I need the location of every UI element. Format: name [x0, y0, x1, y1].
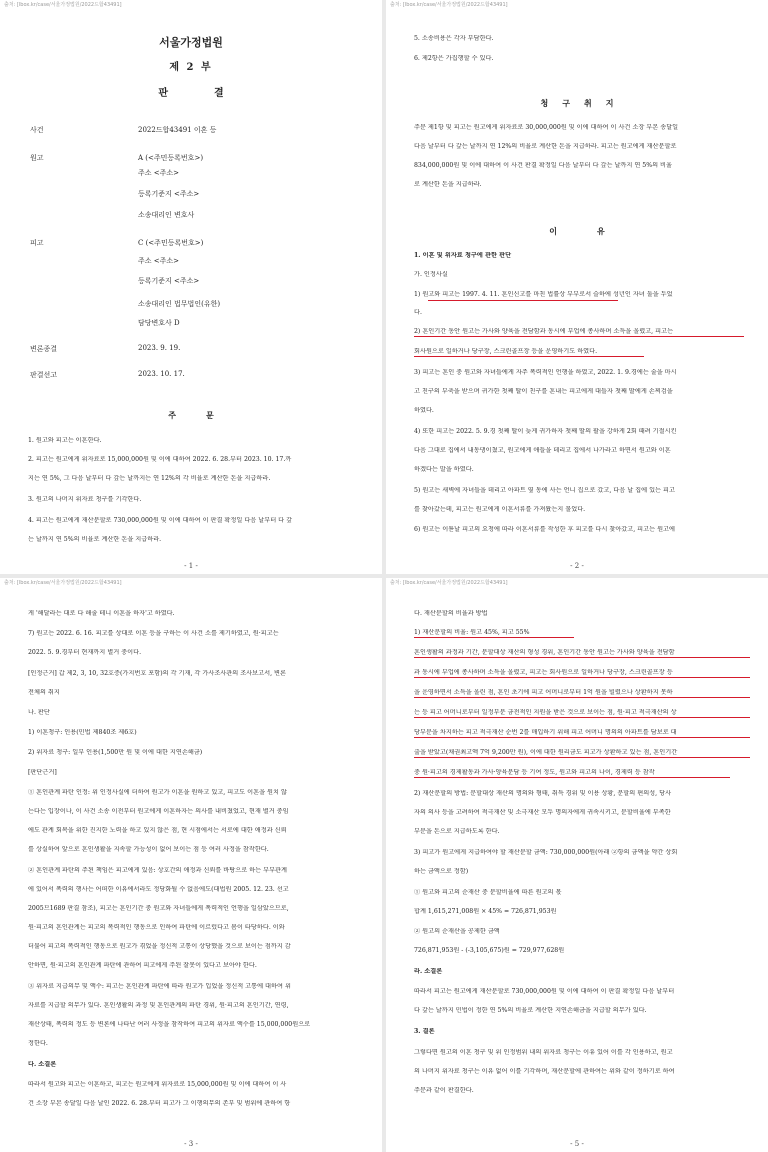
source-header: 출처: [lbox.kr/case/서울가정법원/2022드합43491] — [4, 2, 122, 8]
highlighted-line: 는 등 피고 어머니로부터 일정부분 금전적인 지원을 받은 것으로 보이는 점, 원·피고 적극재산의 상 — [414, 709, 750, 718]
highlighted-line: 출을 받았고(채권최고액 7억 9,200만 원), 이에 대한 원리금도 피고가 상환하고 있는 점, 혼인기간 — [414, 749, 750, 758]
highlighted-line: 을 운영하면서 소득을 올린 점, 혼인 초기에 피고 어머니로부터 1억 원을 빌렸으나 상환하지 못하 — [414, 689, 750, 698]
reason-line: 정한다. — [28, 1040, 48, 1047]
calculation-line: 726,871,953원 - (-3,105,675)원 = 729,977,628원 — [414, 947, 565, 954]
reason-line: 6) 원고는 이튿날 피고의 요청에 따라 이혼서류를 작성한 후 피고를 다시 찾아갔고, 피고는 원고에 — [414, 526, 676, 533]
reason-line: 게 '해달라는 대로 다 해줄 테니 이혼을 하자'고 하였다. — [28, 610, 175, 617]
reason-line: ② 원고의 순재산을 공제한 금액 — [414, 928, 500, 935]
reason-line: 다. — [414, 309, 422, 316]
subsection-heading: 다. 재산분할의 비율과 방법 — [414, 610, 488, 617]
order-line: 6. 제2항은 가집행할 수 있다. — [414, 55, 494, 62]
reason-line: 2) 재산분할의 방법: 분할대상 재산의 명의와 형태, 취득 경위 및 이용 상황, 분할의 편의성, 당사 — [414, 790, 672, 797]
field-value: 2023. 10. 17. — [138, 370, 185, 378]
reason-line: 3) 피고가 원고에게 지급하여야 할 재산분할 금액: 730,000,000원(아래 ②항의 금액을 약간 상회 — [414, 849, 678, 856]
conclusion-line: 의 나머지 위자료 청구는 이유 없어 이를 기각하며, 재산분할에 관하여는 위와 같이 정하기로 하여 — [414, 1068, 675, 1075]
field-value: 주소 <주소> — [138, 169, 180, 177]
reason-line: 에 있어서 폭력의 행사는 어떠한 이유에서라도 정당화될 수 없음에도(대법원 2005. 12. 23. 선고 — [28, 886, 289, 893]
reason-line: 자료를 지급할 의무가 있다. 혼인생활의 과정 및 혼인관계의 파탄 경위, 원·피고의 혼인기간, 연령, — [28, 1002, 289, 1009]
highlighted-line: 과 동시에 부업에 종사하며 소득을 올렸고, 피고는 회사원으로 일하거나 당구장, 스크린골프장 등 — [414, 669, 750, 678]
reason-line: 따라서 원고와 피고는 이혼하고, 피고는 원고에게 위자료로 15,000,000원 및 이에 대하여 이 사 — [28, 1081, 287, 1088]
page-3 — [0, 578, 382, 1152]
order-line: 는 날까지 연 5%의 비율로 계산한 돈을 지급하라. — [28, 536, 162, 543]
page-number: - 5 - — [570, 1140, 584, 1148]
page-2 — [386, 0, 768, 574]
subsection-heading: 나. 판단 — [28, 709, 50, 716]
claim-line: 주문 제1항 및 피고는 원고에게 위자료로 30,000,000원 및 이에 대하여 이 사건 소장 부본 송달일 — [414, 124, 679, 131]
reason-line: 원·피고의 혼인관계는 피고의 폭력적인 행동으로 인하여 파탄에 이르렀다고 봄이 타당하다. 이와 — [28, 924, 285, 931]
reason-line: 7) 원고는 2022. 6. 16. 피고를 상대로 이혼 등을 구하는 이 사건 소를 제기하였고, 원·피고는 — [28, 630, 279, 637]
order-line: 4. 피고는 원고에게 재산분할로 730,000,000원 및 이에 대하여 이 판결 확정일 다음 날부터 다 갚 — [28, 517, 293, 524]
reason-line: 회사원으로 일하거나 당구장, 스크린골프장 등을 운영하기도 하였다. — [414, 348, 644, 357]
source-header: 출처: [lbox.kr/case/서울가정법원/2022드합43491] — [4, 580, 122, 586]
reason-line: 는다는 입장이나, 이 사건 소송 이전부터 원고에게 이혼하자는 의사를 내비쳤었고, 현재 별거 중임 — [28, 808, 289, 815]
section-heading: 3. 결론 — [414, 1028, 435, 1035]
reason-line: 2022. 5. 9.경부터 현재까지 별거 중이다. — [28, 649, 142, 656]
reason-line: 를 상실하여 앞으로 혼인생활을 지속할 가능성이 없어 보이는 점 등 여러 사정을 참작한다. — [28, 846, 269, 853]
calculation-line: 합계 1,615,271,008원 × 45% = 726,871,953원 — [414, 908, 557, 915]
order-line: 1. 원고와 피고는 이혼한다. — [28, 437, 102, 444]
highlighted-line: 1) 재산분할의 비율: 원고 45%, 피고 55% — [414, 629, 574, 638]
reason-line: 더불어 피고의 폭력적인 행동으로 원고가 겪었을 정신적 고통이 상당했을 것으로 보이는 점까지 감 — [28, 943, 291, 950]
reason-line: 1) 이혼청구: 인용(민법 제840조 제6호) — [28, 729, 137, 736]
reason-line: 를 찾아갔는데, 피고는 원고에게 이혼서류를 가져왔는지 물었다. — [414, 506, 586, 513]
order-line: 3. 원고의 나머지 위자료 청구를 기각한다. — [28, 496, 142, 503]
field-value: C (<주민등록번호>) — [138, 239, 204, 247]
conclusion-line: 그렇다면 원고의 이혼 청구 및 위 인정범위 내의 위자료 청구는 이유 있어 이를 각 인용하고, 원고 — [414, 1049, 673, 1056]
field-value: A (<주민등록번호>) — [138, 154, 204, 162]
order-line: 2. 피고는 원고에게 위자료로 15,000,000원 및 이에 대하여 2022. 6. 28.부터 2023. 10. 17.까 — [28, 456, 292, 463]
field-value: 소송대리인 법무법인(유한) — [138, 300, 221, 308]
reason-line: 자의 의사 등을 고려하여 적극재산 및 소극재산 모두 명의자에게 귀속시키고, 분할비율에 부족한 — [414, 809, 671, 816]
reason-line: 전체의 취지 — [28, 689, 60, 696]
reason-line: 2) 혼인기간 동안 원고는 가사와 양육을 전담함과 동시에 부업에 종사하며 소득을 올렸고, 피고는 — [414, 328, 744, 337]
reason-line: [판단근거] — [28, 769, 57, 776]
court-name: 서울가정법원 — [159, 36, 223, 49]
reason-line: 1) 원고와 피고는 1997. 4. 11. 혼인신고를 마친 법률상 부부로서 슬하에 성년인 자녀 둘을 두었 — [414, 291, 673, 298]
subsection-heading: 다. 소결론 — [28, 1061, 57, 1068]
reason-line: 건 소장 부본 송달일 다음 날인 2022. 6. 28.부터 피고가 그 이행의무의 존부 및 범위에 관하여 항 — [28, 1100, 291, 1107]
field-value: 주소 <주소> — [138, 257, 180, 265]
reason-line: 다음 그대로 집에서 내동댕이쳤고, 원고에게 애들을 데리고 집에서 나가라고 하면서 원고와 이혼 — [414, 447, 671, 454]
subsection-heading: 라. 소결론 — [414, 968, 443, 975]
reason-line: 안하면, 원·피고의 혼인관계 파탄에 관하여 피고에게 주된 잘못이 있다고 보아야 한다. — [28, 962, 257, 969]
document-title: 판결 — [158, 88, 270, 99]
reason-line: 다 갚는 날까지 민법이 정한 연 5%의 비율로 계산한 지연손해금을 지급할 의무가 있다. — [414, 1007, 647, 1014]
field-value: 등록기준지 <주소> — [138, 277, 200, 285]
field-value: 담당변호사 D — [138, 319, 180, 327]
subsection-heading: 가. 인정사실 — [414, 271, 448, 278]
source-header: 출처: [lbox.kr/case/서울가정법원/2022드합43491] — [390, 2, 508, 8]
page-1 — [0, 0, 382, 574]
page-number: - 1 - — [184, 562, 198, 570]
order-line: 지는 연 5%, 그 다음 날부터 다 갚는 날까지는 연 12%의 각 비율로 계산한 돈을 지급하라. — [28, 475, 271, 482]
reason-line: ① 혼인관계 파탄 인정: 위 인정사실에 더하여 원고가 이혼을 원하고 있고, 피고도 이혼을 원치 않 — [28, 789, 287, 796]
highlighted-line: 당부분을 차지하는 피고 적극재산 순번 2를 매입하기 위해 피고 어머니 명의의 아파트를 담보로 대 — [414, 729, 750, 738]
reason-line: 재산상태, 폭력의 정도 등 변론에 나타난 여러 사정을 참작하여 피고의 위자료 액수를 15,000,000원으로 — [28, 1021, 311, 1028]
reason-line: 3) 피고는 혼인 중 원고와 자녀들에게 자주 폭력적인 언행을 하였고, 2022. 1. 9.경에는 술을 마시 — [414, 369, 677, 376]
reason-line: 에도 관계 회복을 위한 진지한 노력을 하고 있지 않은 점, 현 시점에서는 서로에 대한 애정과 신뢰 — [28, 827, 287, 834]
reason-line: 4) 또한 피고는 2022. 5. 9.경 첫째 딸이 늦게 귀가하자 첫째 딸의 팔을 강하게 2회 때려 기절시킨 — [414, 428, 677, 435]
field-label: 피고 — [30, 239, 44, 247]
claim-line: 다음 날부터 다 갚는 날까지 연 12%의 비율로 계산한 돈을 지급하라. 피고는 원고에게 재산분할로 — [414, 143, 677, 150]
reason-line: 2) 위자료 청구: 일부 인용(1,500만 원 및 이에 대한 지연손해금) — [28, 749, 203, 756]
highlight-underline — [428, 300, 618, 301]
claim-line: 로 계산한 돈을 지급하라. — [414, 181, 482, 188]
field-label: 사건 — [30, 126, 44, 134]
reason-line: 부분을 돈으로 지급하도록 한다. — [414, 828, 500, 835]
page-number: - 2 - — [570, 562, 584, 570]
page-5 — [386, 578, 768, 1152]
field-label: 변론종결 — [30, 345, 58, 353]
field-value: 소송대리인 변호사 — [138, 211, 195, 219]
reason-line: 5) 원고는 새벽에 자녀들을 데리고 아파트 옆 동에 사는 언니 집으로 갔고, 다음 날 집에 있는 피고 — [414, 487, 675, 494]
order-heading: 주문 — [168, 410, 244, 420]
field-value: 2023. 9. 19. — [138, 344, 181, 352]
reason-line: 따라서 피고는 원고에게 재산분할로 730,000,000원 및 이에 대하여 이 판결 확정일 다음 날부터 — [414, 988, 675, 995]
section-heading: 1. 이혼 및 위자료 청구에 관한 판단 — [414, 252, 512, 259]
field-value: 2022드합43491 이혼 등 — [138, 126, 217, 134]
reason-heading: 이유 — [549, 226, 645, 236]
reason-line: ② 혼인관계 파탄의 주된 책임은 피고에게 있음: 상호간의 애정과 신뢰를 바탕으로 하는 부부관계 — [28, 867, 288, 874]
conclusion-line: 주문과 같이 판결한다. — [414, 1087, 474, 1094]
reason-line: 하는 금액으로 정함) — [414, 868, 469, 875]
reason-line: ③ 위자료 지급의무 및 액수: 피고는 혼인관계 파탄에 따라 원고가 입었을 정신적 고통에 대하여 위 — [28, 983, 291, 990]
order-line: 5. 소송비용은 각자 부담한다. — [414, 35, 494, 42]
field-label: 원고 — [30, 154, 44, 162]
claim-heading: 청구취지 — [540, 98, 628, 108]
highlighted-line: 중 원·피고의 경제활동과 가사·양육분담 등 기여 정도, 원고와 피고의 나이, 경제력 등 참작 — [414, 769, 730, 778]
page-number: - 3 - — [184, 1140, 198, 1148]
reason-line: 하겠다는 말을 하였다. — [414, 466, 474, 473]
claim-line: 834,000,000원 및 이에 대하여 이 사건 판결 확정일 다음 날부터 다 갚는 날까지 연 5%의 비율 — [414, 162, 672, 169]
court-division: 제 2 부 — [169, 62, 213, 73]
reason-line: 2005므1689 판결 참조), 피고는 혼인기간 중 원고와 자녀들에게 폭력적인 언행을 일삼았으므로, — [28, 905, 289, 912]
source-header: 출처: [lbox.kr/case/서울가정법원/2022드합43491] — [390, 580, 508, 586]
field-label: 판결선고 — [30, 371, 58, 379]
reason-line: [인정근거] 갑 제2, 3, 10, 32호증(가지번호 포함)의 각 기재, 각 가사조사관의 조사보고서, 변론 — [28, 670, 286, 677]
field-value: 등록기준지 <주소> — [138, 190, 200, 198]
highlighted-line: 혼인생활의 과정과 기간, 분할대상 재산의 형성 경위, 혼인기간 동안 원고는 가사와 양육을 전담함 — [414, 649, 750, 658]
reason-line: ① 원고와 피고의 순재산 중 분할비율에 따른 원고의 몫 — [414, 889, 562, 896]
reason-line: 하였다. — [414, 407, 434, 414]
reason-line: 고 친구의 부축을 받으며 귀가한 첫째 딸이 친구를 혼내는 피고에게 대들자 첫째 딸에게 손찌검을 — [414, 388, 673, 395]
